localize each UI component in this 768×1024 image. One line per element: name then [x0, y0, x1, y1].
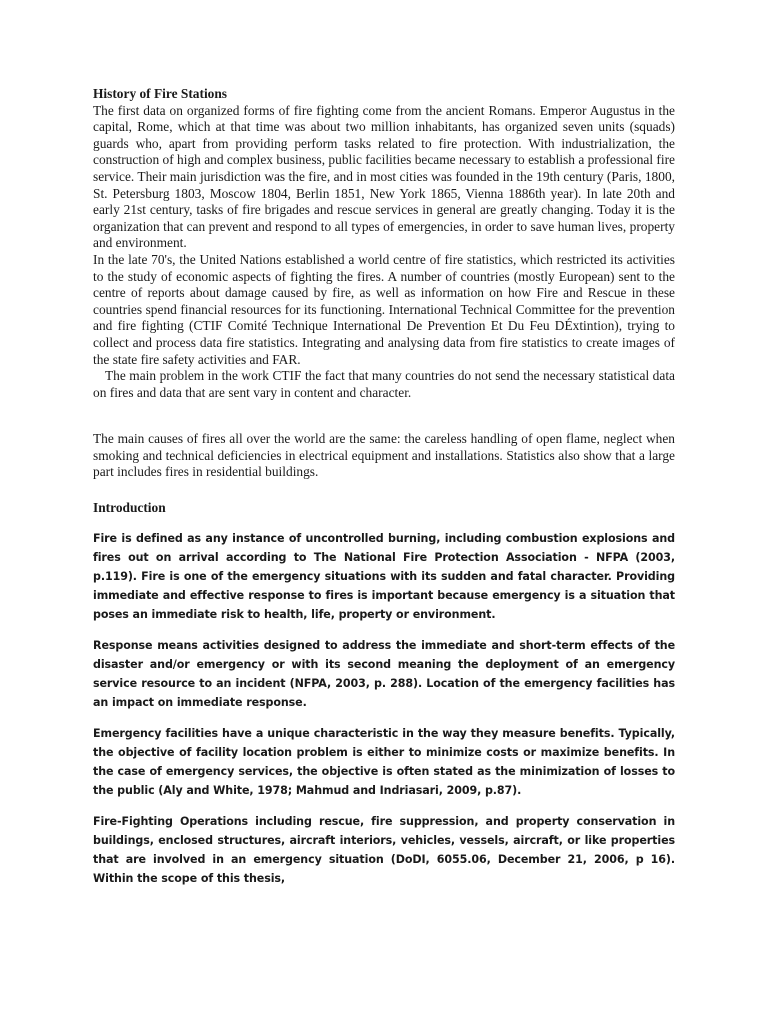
history-paragraph-3: The main problem in the work CTIF the fact that many countries do not send the necessary statistical data on fires and data that are sent vary in content and character. — [93, 368, 675, 400]
history-title: History of Fire Stations — [93, 86, 228, 101]
introduction-paragraph-3: Emergency facilities have a unique characteristic in the way they measure benefits. Typically, the objective of facility location problem is either to minimize costs or maximize benefits. In the case of emergency services, the objective is often stated as the minimization of losses to the public (Aly and White, 1978; Mahmud and Indriasari, 2009, p.87). — [93, 726, 675, 797]
history-paragraph-1: The first data on organized forms of fire fighting come from the ancient Romans. Emperor Augustus in the capital, Rome, which at that time was about two million inhabitants, has organized seven units (squads) guards who, apart from providing perform tasks related to fire protection. With industrialization, the construction of high and complex business, public facilities became necessary to establish a professional fire service. Their main jurisdiction was the fire, and in most cities was founded in the 19th century (Paris, 1800, St. Petersburg 1803, Moscow 1804, Berlin 1851, New York 1865, Vienna 1886th year). In late 20th and early 21st century, tasks of fire brigades and rescue services in general are greatly changing. Today it is the organization that can prevent and respond to all types of emergencies, in order to save human lives, property and environment. — [93, 102, 675, 251]
introduction-paragraph-2: Response means activities designed to address the immediate and short-term effects of the disaster and/or emergency or with its second meaning the deployment of an emergency service resource to an incident (NFPA, 2003, p. 288). Location of the emergency facilities has an impact on immediate response. — [93, 638, 675, 709]
history-section — [93, 86, 675, 481]
introduction-title: Introduction — [93, 500, 166, 516]
introduction-paragraph-1: Fire is defined as any instance of uncontrolled burning, including combustion explosions and fires out on arrival according to The National Fire Protection Association - NFPA (2003, p.119). Fire is one of the emergency situations with its sudden and fatal character. Providing immediate and effective response to fires is important because emergency is a situation that poses an immediate risk to health, life, property or environment. — [93, 531, 675, 621]
introduction-paragraph-4: Fire-Fighting Operations including rescue, fire suppression, and property conservation in buildings, enclosed structures, aircraft interiors, vehicles, vessels, aircraft, or like properties that are involved in an emergency situation (DoDI, 6055.06, December 21, 2006, p 16). Within the scope of this thesis, — [93, 814, 675, 885]
history-paragraph-2: In the late 70's, the United Nations established a world centre of fire statistics, which restricted its activities to the study of economic aspects of fighting the fires. A number of countries (mostly European) sent to the centre of reports about damage caused by fire, as well as information on how Fire and Rescue in these countries spend financial resources for its functioning. International Technical Committee for the prevention and fire fighting (CTIF Comité Technique International De Prevention Et Du Feu DÉxtintion), trying to collect and process data fire statistics. Integrating and analysing data from fire statistics to create images of the state fire safety activities and FAR. — [93, 251, 675, 367]
document-page — [93, 86, 675, 900]
history-paragraph-4: The main causes of fires all over the world are the same: the careless handling of open flame, neglect when smoking and technical deficiencies in electrical equipment and installations. Statistics also show that a large part includes fires in residential buildings. — [93, 431, 675, 480]
introduction-section — [93, 529, 675, 888]
